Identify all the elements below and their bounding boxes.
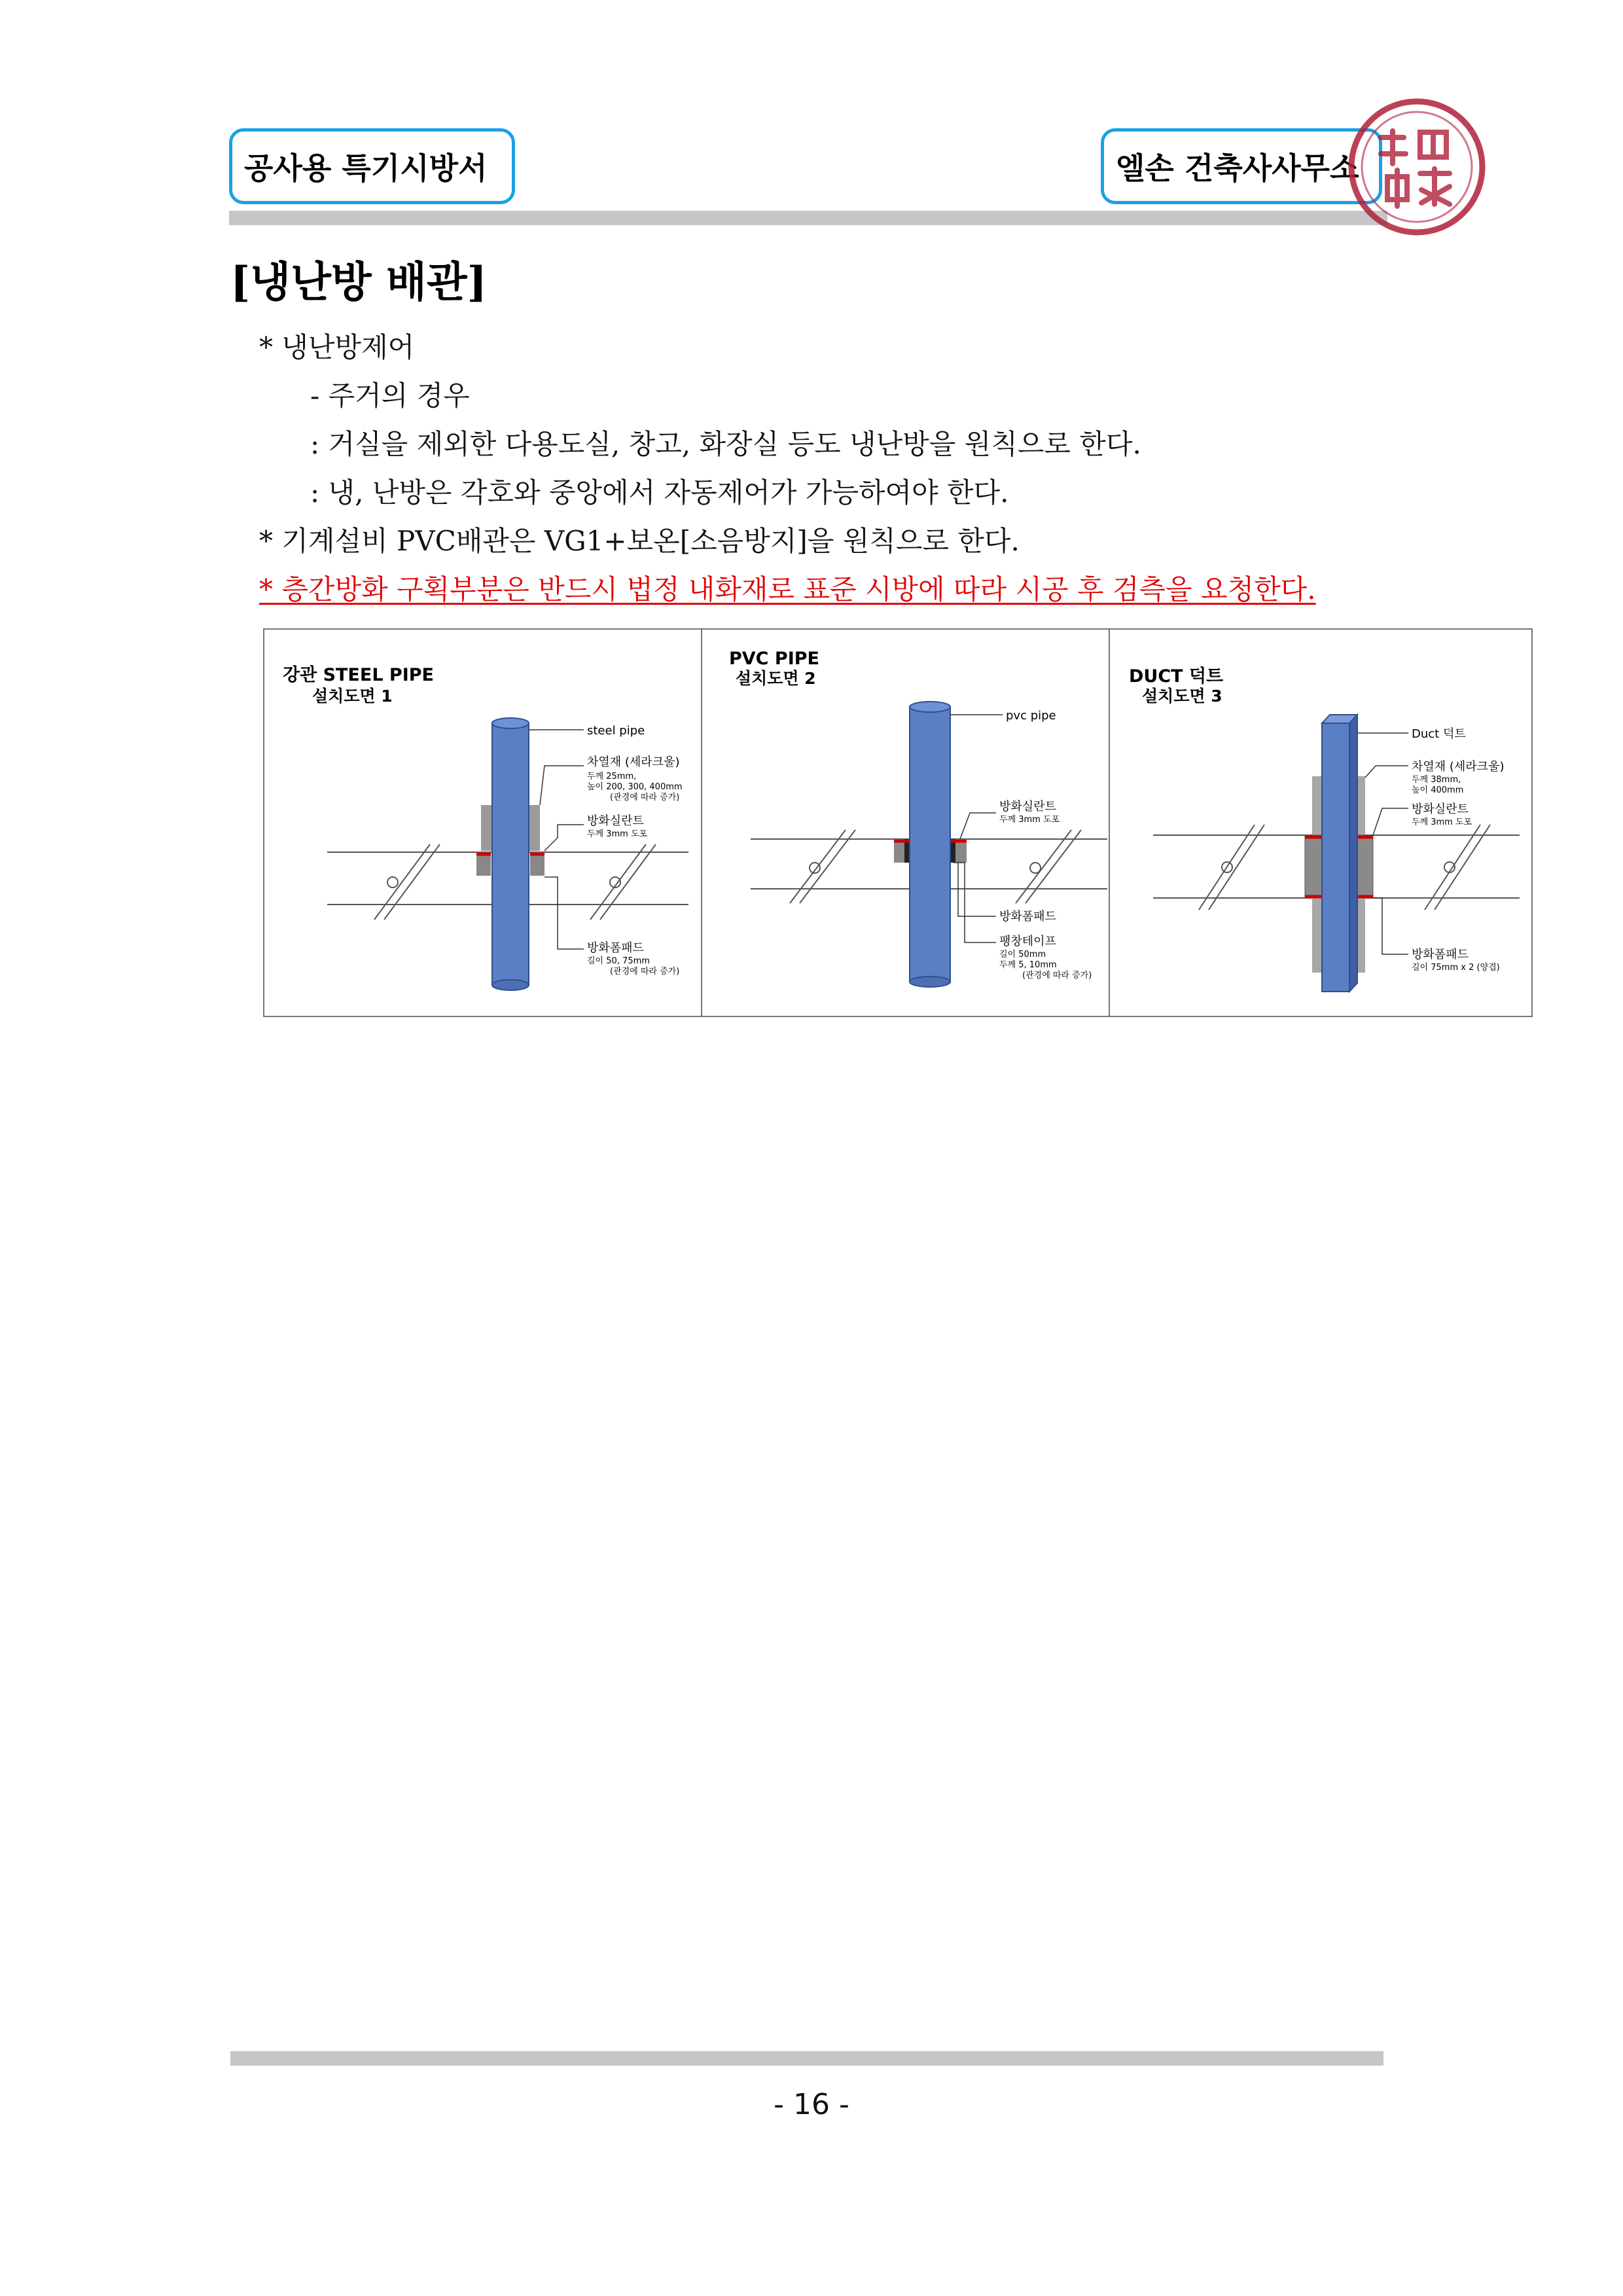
figure-annotation-text: 두께 3mm 도포 — [587, 829, 648, 839]
header-document-title: 공사용 특기시방서 — [244, 151, 488, 186]
figure-annotation-text: 두께 3mm 도포 — [999, 815, 1060, 825]
panel1-label-pipe: steel pipe — [587, 724, 645, 738]
panel1-subtitle: 설치도면 1 — [312, 687, 393, 706]
bullet-heating-control: * 냉난방제어 — [259, 331, 415, 363]
figure-annotation-text: 길이 50mm — [999, 950, 1046, 960]
figure-annotation-text: 길이 50, 75mm — [587, 956, 650, 966]
panel3-title: DUCT 덕트 — [1129, 666, 1224, 687]
section-title: [냉난방 배관] — [230, 258, 487, 307]
detail-line-rooms: : 거실을 제외한 다용도실, 창고, 화장실 등도 냉난방을 원칙으로 한다. — [310, 428, 1141, 460]
detail-line-auto-control: : 냉, 난방은 각호와 중앙에서 자동제어가 가능하여야 한다. — [310, 476, 1009, 509]
figure-annotation-text: 두께 3mm 도포 — [1412, 817, 1472, 827]
figure-annotation-text: (관경에 따라 증가) — [610, 967, 680, 977]
panel3-label-duct: Duct 덕트 — [1412, 727, 1466, 741]
figure-annotation-text: (관경에 따라 증가) — [610, 793, 680, 802]
figure-annotation-text: 두께 25mm, — [587, 772, 637, 781]
bullet-pvc-piping: * 기계설비 PVC배관은 VG1+보온[소음방지]을 원칙으로 한다. — [259, 525, 1020, 557]
figure-annotation-text: (관경에 따라 증가) — [1022, 971, 1092, 980]
panel1-title: 강관 STEEL PIPE — [283, 665, 434, 685]
sub-item-residential: - 주거의 경우 — [310, 380, 470, 412]
panel1-label-pad: 방화폼패드 — [587, 941, 644, 955]
footer-divider-bar — [230, 2051, 1383, 2066]
header-title-box — [229, 128, 515, 204]
figure-annotation-text: 두께 5, 10mm — [999, 960, 1057, 970]
panel3-label-insulation: 차열재 (세라크울) — [1412, 760, 1505, 774]
panel2-label-pipe: pvc pipe — [1006, 709, 1056, 723]
bullet-firestop-warning: * 층간방화 구획부분은 반드시 법정 내화재로 표준 시방에 따라 시공 후 검측을 요청한다. — [259, 573, 1316, 605]
panel3-label-pad: 방화폼패드 — [1412, 948, 1469, 961]
panel3-subtitle: 설치도면 3 — [1142, 687, 1222, 706]
header-divider-bar — [229, 211, 1387, 225]
header-office-name: 엘손 건축사사무소 — [1116, 151, 1359, 186]
panel2-title: PVC PIPE — [729, 649, 819, 669]
panel1-label-sealant: 방화실란트 — [587, 814, 644, 828]
page-number: - 16 - — [774, 2088, 849, 2121]
panel3-label-sealant: 방화실란트 — [1412, 802, 1469, 816]
header-office-box — [1101, 128, 1382, 204]
figure-annotation-text: 두께 38mm, — [1412, 775, 1461, 785]
firestop-installation-drawings — [263, 628, 1533, 1017]
panel2-label-sealant: 방화실란트 — [999, 800, 1056, 814]
panel2-label-tape: 팽창테이프 — [999, 935, 1056, 948]
panel1-label-insulation: 차열재 (세라크울) — [587, 755, 680, 769]
official-seal-stamp — [1342, 92, 1492, 242]
figure-annotation-text: 높이 400mm — [1412, 785, 1464, 795]
panel2-label-pad: 방화폼패드 — [999, 910, 1056, 924]
panel2-subtitle: 설치도면 2 — [736, 669, 816, 688]
figure-annotation-text: 높이 200, 300, 400mm — [587, 782, 683, 792]
figure-annotation-text: 길이 75mm x 2 (양겹) — [1412, 963, 1500, 973]
